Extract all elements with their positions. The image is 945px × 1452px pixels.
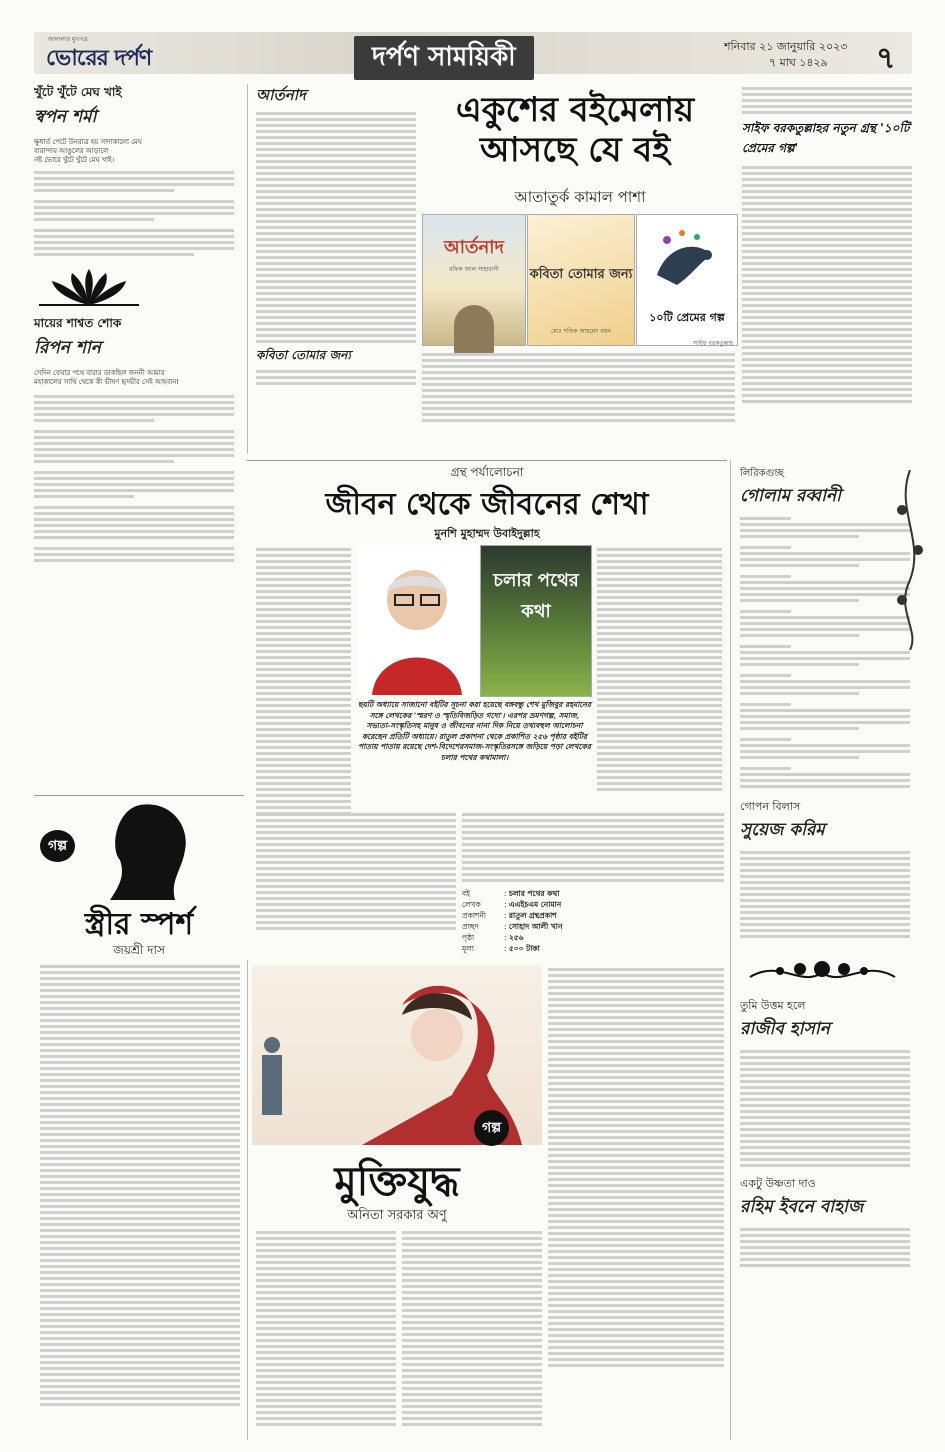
story-title: স্ত্রীর স্পর্শ	[84, 907, 194, 942]
feature-right-text	[742, 84, 912, 406]
poem-title: তুমি উত্তম হলে	[740, 999, 806, 1012]
story-title: মুক্তিযুদ্ধ	[334, 1158, 460, 1205]
book-info-table	[462, 888, 622, 954]
poem-title: মায়ের শাশ্বত শোক	[34, 316, 122, 330]
page-number: ৭	[876, 41, 896, 76]
poem-author: রাজীব হাসান	[740, 1019, 830, 1039]
book-info-row: মূল্য : ৫০০ টাকা	[462, 944, 540, 953]
poem-line: নষ্ট ভোরে খুঁটে খুঁটে মেঘ খাই।	[34, 156, 115, 164]
poem-title: খুঁটে খুঁটে মেঘ খাই	[34, 85, 122, 99]
brand-tagline: জানালার মুখপত্র	[48, 36, 88, 43]
feature-headline	[425, 90, 725, 170]
lyric-kicker: লিরিকগুচ্ছ	[740, 468, 785, 479]
silhouette-illustration	[90, 800, 210, 900]
book-info-row: প্রকাশনী : রাতুল গ্রন্থপ্রকাশ	[462, 911, 557, 920]
book-cover-author: সাইফ বরকতুল্লাহ	[693, 340, 733, 347]
review-author: মুনশি মুহাম্মদ উবাইদুল্লাহ	[434, 527, 540, 540]
story-body	[256, 1228, 396, 1429]
book-cover-title: আর্তনাদ	[444, 237, 504, 258]
story-tag: গল্প	[40, 830, 75, 862]
sub-title: সাইফ বরকতুল্লাহর নতুন গ্রন্থ '১০টি প্রেমের গল্প'	[742, 121, 910, 155]
text-lines	[256, 112, 416, 343]
book-cover-title: কবিতা তোমার জন্য	[529, 267, 633, 282]
book-cover-author: রফিক আল সাহারানী	[449, 266, 499, 273]
poem-author: রিপন শান	[34, 338, 101, 358]
story-body	[40, 962, 240, 1409]
story-tag: গল্প	[474, 1110, 509, 1146]
poem-line: বারান্দায় আঙুলের আড়ালে	[34, 147, 109, 155]
poem-line: ক্ষুধার্ত পেটে উনরাত্র হয় সাদাকালো মেঘ	[34, 138, 142, 146]
text-lines	[34, 395, 234, 562]
poem-author: স্বপন শর্মা	[34, 107, 97, 127]
book-cover-title: ১০টি প্রেমের গল্প	[649, 311, 725, 324]
book-cover-author: মোঃ শফিক আহমেদ নয়ন	[550, 328, 612, 335]
review-kicker: গ্রন্থ পর্যালোচনা	[450, 465, 524, 479]
newspaper-logo: ভোরের দর্পণ	[46, 46, 152, 71]
review-text-right	[597, 545, 722, 794]
poem-line: সেদিন ফেরার পথে বাবার ডাকছিল জননী আমার	[34, 369, 165, 377]
headline-line: একুশের বইমেলায়	[455, 90, 695, 130]
left-column	[34, 84, 234, 565]
date-gregorian: শনিবার ২১ জানুয়ারি ২০২৩	[724, 40, 848, 53]
figure-illustration	[454, 305, 494, 355]
review-headline: জীবন থেকে জীবনের শেখা	[325, 487, 649, 522]
review-text-left	[256, 545, 351, 818]
bird-illustration-icon	[637, 215, 735, 305]
section-title: দর্পণ সাময়িকী	[354, 36, 534, 80]
section-label: আর্তনাদ	[256, 86, 306, 104]
poem-title: একটু উষ্ণতা দাও	[740, 1177, 816, 1190]
story-body	[402, 1228, 542, 1429]
poem-title: গোপন বিলাস	[740, 800, 801, 813]
page-header	[34, 32, 912, 74]
review-text-bottom-left	[256, 810, 456, 933]
book-cover	[527, 214, 635, 346]
poem-line: মহাকালের সাথি থেকে কী ভীষণ হৃদয়ীর সেই আহবান!	[34, 378, 179, 386]
poem-author: রহিম ইবনে বাহাজ	[740, 1197, 864, 1217]
book-info-row: প্রচ্ছদ : সোহাদ আলী খান	[462, 922, 563, 931]
author-photo	[357, 545, 477, 695]
book-info-row: বই : চলার পথের কথা	[462, 889, 560, 898]
book-cover-title: চলার পথের কথা	[493, 570, 579, 622]
book-cover	[480, 545, 592, 697]
vine-ornament-icon	[890, 470, 930, 650]
story-author: জয়শ্রী দাস	[113, 943, 165, 957]
right-column	[740, 466, 910, 1270]
text-lines	[256, 370, 416, 385]
feature-left-text	[256, 84, 416, 388]
lotus-ornament-icon	[34, 267, 144, 307]
poem-author: সুয়েজ করিম	[740, 820, 825, 840]
book-info-row: লেখক : এএইচএম নোমান	[462, 900, 562, 909]
sub-title: কবিতা তোমার জন্য	[256, 348, 351, 362]
floral-ornament-icon	[740, 949, 905, 989]
review-text-bottom-right	[462, 810, 724, 885]
feature-body	[422, 350, 735, 425]
lyric-author: গোলাম রব্বানী	[740, 486, 842, 506]
text-lines	[34, 171, 234, 256]
book-cover	[422, 214, 526, 346]
date-bengali: ৭ মাঘ ১৪২৯	[769, 56, 828, 69]
book-cover	[636, 214, 738, 346]
feature-author: আতাতুর্ক কামাল পাশা	[514, 188, 646, 206]
headline-line: আসছে যে বই	[479, 130, 671, 170]
story-body	[548, 965, 724, 1370]
book-info-row: পৃষ্ঠা : ২৫৬	[462, 933, 524, 942]
review-caption: ছয়টি অধ্যায়ে সাজানো বইটির সূচনা করা হয়েছে বঙ্গবন্ধু শেখ মুজিবুর রহমানের সঙ্গে লেখকের 'স্মরণ ও স্মৃতিবিজড়িত গদ্যে'। এরপর ভ্রমণগল্প, সমাজ, সভ্যতা-সংস্কৃতিসহ মানুষ ও জীবনের নানা দিক নিয়ে তথ্যবহুল আলোচনা করেছেন প্রতিটি অধ্যায়ে। রাতুল প্রকাশনা থেকে প্রকাশিত ২৫৬ পৃষ্ঠার বইটির পাতায় পাতায় রয়েছে দেশ-বিদেশেরসমাজ-সংস্কৃতিরসঙ্গে জড়িয়ে পড়া লেখকের চলার পথের কথামালা।	[357, 700, 592, 762]
story-author: অনিতা সরকার অণু	[347, 1208, 447, 1223]
